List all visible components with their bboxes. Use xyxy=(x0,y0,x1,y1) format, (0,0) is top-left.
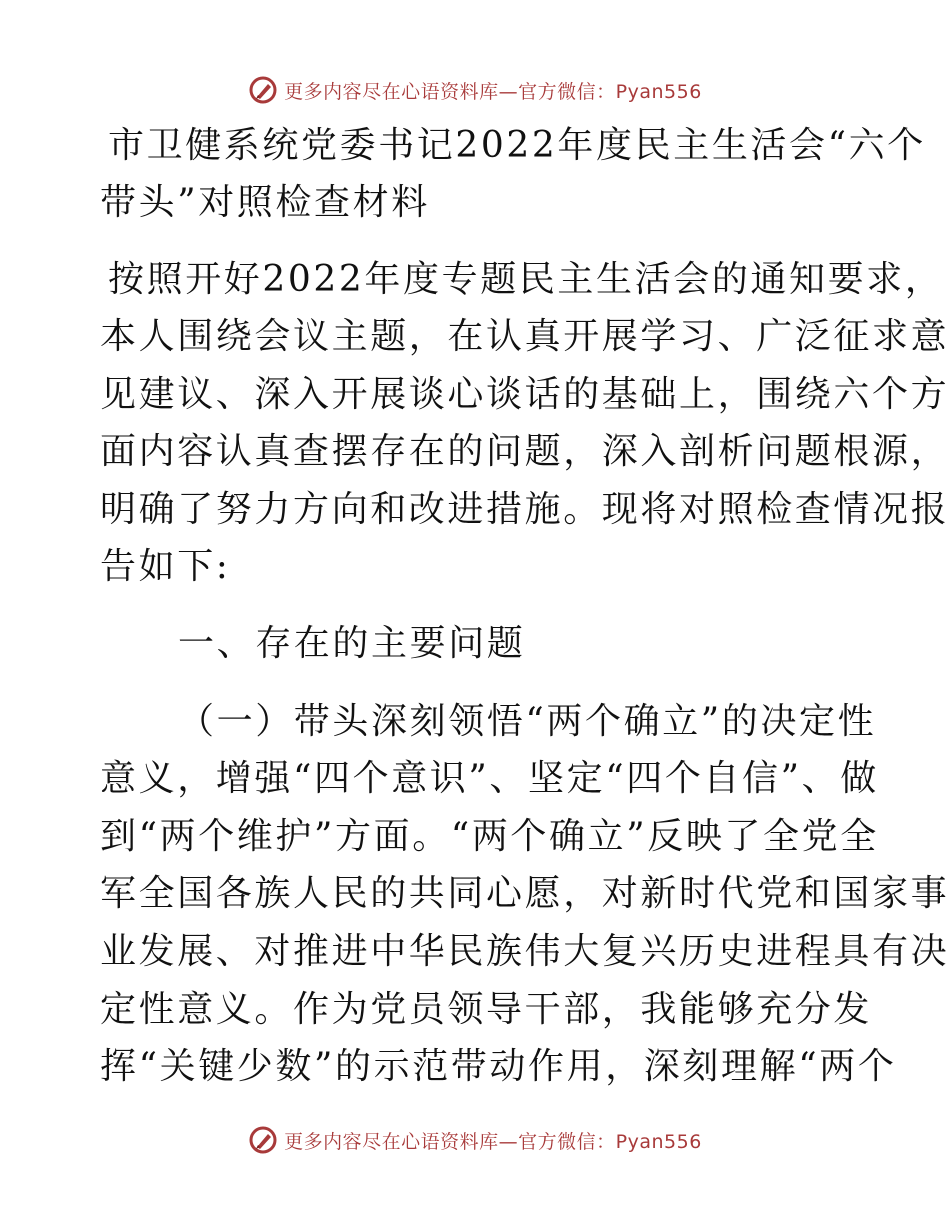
document-title-line-1: 市卫健系统党委书记2022年度民主生活会“六个 xyxy=(108,125,926,166)
subsection-line-6: 定性意义。作为党员领导干部，我能够充分发 xyxy=(100,989,873,1030)
subsection-line-4: 军全国各族人民的共同心愿，对新时代党和国家事 xyxy=(100,873,950,914)
section-heading: 一、存在的主要问题 xyxy=(178,623,526,664)
subsection-line-1: （一）带头深刻领悟“两个确立”的决定性 xyxy=(178,701,877,742)
subsection-line-2: 意义，增强“四个意识”、坚定“四个自信”、做 xyxy=(100,758,879,799)
intro-line-3: 见建议、深入开展谈心谈话的基础上，围绕六个方 xyxy=(100,374,950,415)
watermark-banner-top xyxy=(0,70,950,110)
intro-line-4: 面内容认真查摆存在的问题，深入剖析问题根源， xyxy=(100,431,950,472)
pen-logo-icon xyxy=(248,75,278,105)
intro-line-6: 告如下: xyxy=(100,546,231,587)
document-title-line-2: 带头”对照检查材料 xyxy=(100,182,430,223)
watermark-banner-bottom xyxy=(0,1120,950,1160)
subsection-line-7: 挥“关键少数”的示范带动作用，深刻理解“两个 xyxy=(100,1046,897,1087)
watermark-text: 更多内容尽在心语资料库—官方微信：Pyan556 xyxy=(284,80,702,103)
subsection-line-5: 业发展、对推进中华民族伟大复兴历史进程具有决 xyxy=(100,931,950,972)
intro-line-1: 按照开好2022年度专题民主生活会的通知要求， xyxy=(108,259,944,300)
subsection-line-3: 到“两个维护”方面。“两个确立”反映了全党全 xyxy=(100,816,879,857)
intro-line-2: 本人围绕会议主题，在认真开展学习、广泛征求意 xyxy=(100,316,950,357)
watermark-text: 更多内容尽在心语资料库—官方微信：Pyan556 xyxy=(284,1130,702,1153)
intro-line-5: 明确了努力方向和改进措施。现将对照检查情况报 xyxy=(100,489,950,530)
pen-logo-icon xyxy=(248,1125,278,1155)
